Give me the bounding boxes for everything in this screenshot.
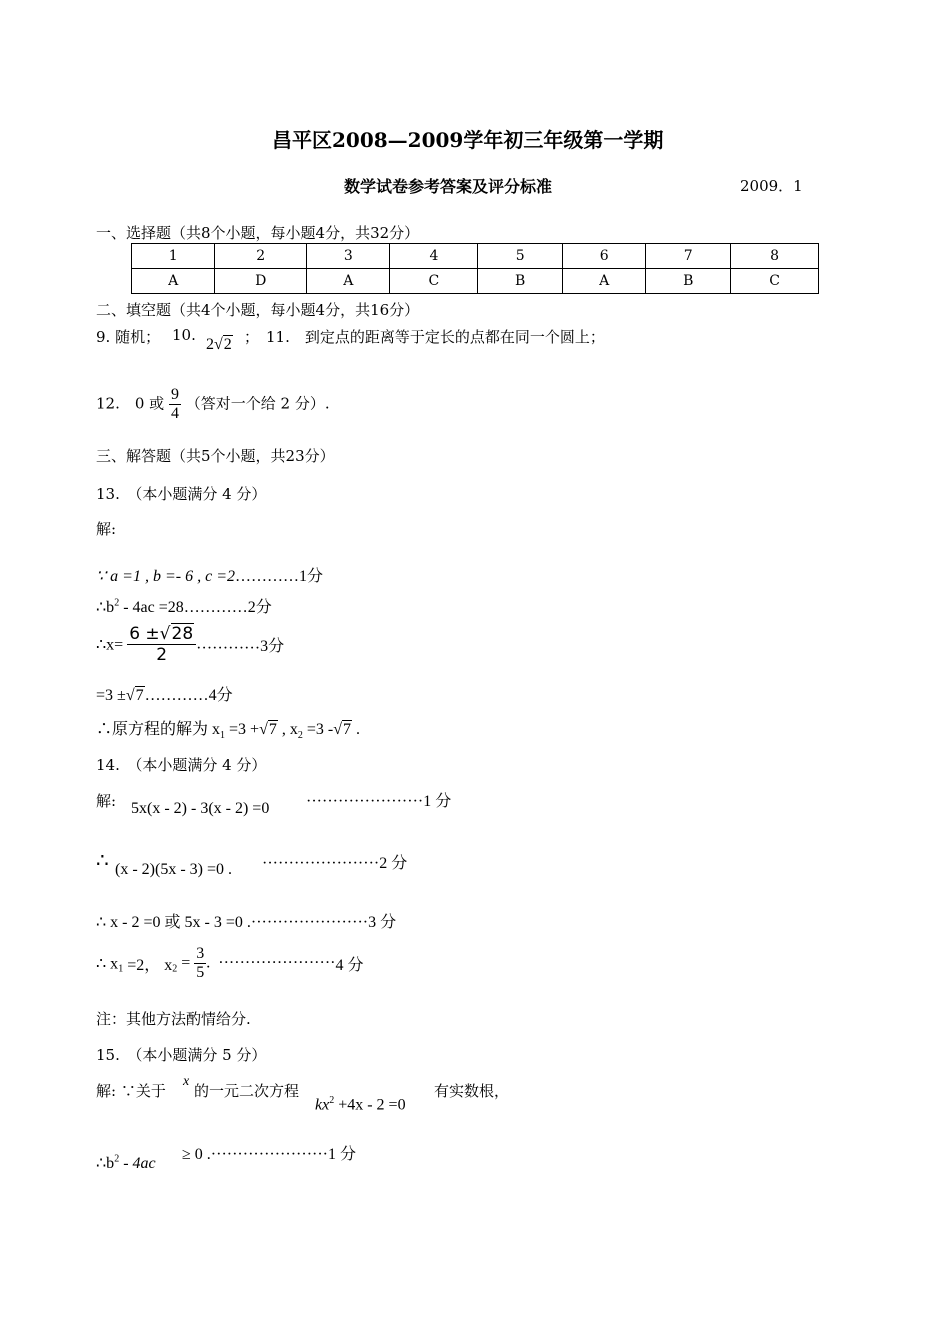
equation-part: = (177, 954, 191, 972)
radicand: 2 (223, 336, 232, 353)
subscript: 2 (172, 963, 178, 975)
q13-step-2 (96, 594, 272, 617)
q12-prefix: 12. 0 或 (96, 394, 165, 413)
dots: ······················ (250, 914, 369, 931)
dots: ······················ (262, 855, 380, 872)
exponent: 2 (114, 597, 120, 609)
q14-note: 注：其他方法酌情给分. (96, 1010, 251, 1028)
q15-line-1-end: 有实数根， (434, 1082, 510, 1100)
q14-step-3 (96, 909, 396, 932)
conclusion-part: , x (277, 721, 298, 738)
q15-equation (315, 1095, 406, 1114)
section3-heading: 三、解答题（共5个小题，共23分） (96, 447, 335, 465)
page-subtitle: 数学试卷参考答案及评分标准 (344, 177, 553, 196)
q14-step-2-score (262, 850, 407, 873)
equation: ∵ a =1 , b =- 6 , c =2 (96, 568, 235, 585)
fraction (127, 624, 196, 665)
equation-part: ∴ x (96, 955, 119, 973)
numerator: 3 (196, 945, 205, 962)
equation-part: =3 ± (96, 687, 126, 704)
q15-step-1-score (182, 1141, 356, 1164)
equation-part: ∴x= (96, 636, 124, 654)
q14-step-2-equation: (x - 2)(5x - 3) =0 . (115, 861, 232, 878)
q13-header: 13. （本小题满分 4 分） (96, 485, 267, 503)
equation-part: kx (315, 1096, 330, 1114)
q15-line-1-start: 解: ∵关于 (96, 1082, 166, 1100)
dots: ······················ (306, 793, 424, 810)
numerator: 9 (170, 386, 179, 403)
score: 3 分 (368, 914, 397, 931)
table-cell: C (731, 269, 819, 294)
dots: ………… (196, 635, 261, 653)
score: 1 分 (423, 793, 452, 810)
dots: ······················ (210, 1146, 328, 1163)
q15-step-1-equation (96, 1153, 156, 1173)
conclusion-part: =3 + (225, 721, 260, 738)
q13-conclusion (96, 716, 360, 741)
sqrt-sign: √ (333, 721, 342, 738)
equation-part: . (206, 954, 211, 972)
fraction (194, 945, 206, 982)
table-cell: B (646, 269, 731, 294)
fraction (169, 386, 181, 423)
page-title: 昌平区2008—2009学年初三年级第一学期 (272, 128, 664, 152)
radicand: 7 (268, 721, 277, 738)
table-cell: D (215, 269, 307, 294)
q13-step-3 (96, 624, 284, 665)
answer-q10-value (206, 336, 233, 354)
coefficient: 2 (206, 336, 214, 353)
geq-zero: ≥ 0 . (182, 1146, 211, 1163)
table-cell: 5 (478, 244, 563, 269)
equation-part: - 4ac =28 (119, 599, 184, 616)
q14-step-1-equation: 5x(x - 2) - 3(x - 2) =0 (131, 800, 270, 817)
conclusion-part: ∴原方程的解为 x (96, 721, 221, 738)
answer-q10-separator: ； (244, 328, 260, 346)
table-cell: 2 (215, 244, 307, 269)
q12-suffix: （答对一个给 2 分）. (185, 394, 330, 413)
dots: ………… (144, 687, 209, 704)
section2-heading: 二、填空题（共4个小题，每小题4分，共16分） (96, 301, 420, 319)
q15-line-1-middle: 的一元二次方程 (194, 1082, 300, 1100)
exponent: 2 (329, 1095, 335, 1106)
equation-part: - 4ac (119, 1155, 156, 1172)
sqrt-sign: √ (159, 624, 171, 644)
score: 1 分 (328, 1146, 357, 1163)
score: 4 分 (335, 957, 364, 974)
table-cell: 8 (731, 244, 819, 269)
q13-step-4 (96, 682, 233, 705)
table-cell: B (478, 269, 563, 294)
score: 4分 (208, 687, 233, 704)
radicand: 7 (135, 687, 144, 704)
table-cell: C (390, 269, 478, 294)
answer-q11: 11. 到定点的距离等于定长的点都在同一个圆上； (266, 328, 605, 346)
table-cell: A (563, 269, 646, 294)
section1-heading: 一、选择题（共8个小题，每小题4分，共32分） (96, 224, 420, 242)
question-number-row (132, 244, 819, 269)
score: 2分 (247, 599, 272, 616)
sqrt-sign: √ (259, 721, 268, 738)
conclusion-part: =3 - (302, 721, 334, 738)
answer-table (131, 243, 819, 294)
document-date: 2009．1 (740, 177, 803, 195)
equation-part: =2， x (123, 957, 173, 974)
therefore-symbol: ∴ (96, 848, 109, 872)
radicand: 7 (342, 721, 351, 738)
answer-q10-label: 10. (172, 326, 196, 344)
conclusion-part: . (351, 721, 360, 738)
q13-solution-label: 解: (96, 520, 117, 538)
answer-q12 (96, 386, 330, 423)
table-cell: 4 (390, 244, 478, 269)
exponent: 2 (114, 1153, 120, 1165)
q14-solution-label: 解: (96, 792, 117, 810)
subscript: 1 (118, 963, 124, 975)
answer-row (132, 269, 819, 294)
sqrt-sign: √ (125, 687, 135, 704)
q14-step-4 (96, 945, 363, 982)
dots: ······················ (218, 954, 336, 972)
score: 3分 (260, 638, 285, 655)
table-cell: 7 (646, 244, 731, 269)
numerator-part: 6 ± (129, 624, 160, 644)
equation-part: ∴b (96, 599, 115, 616)
equation: ∴ x - 2 =0 或 5x - 3 =0 . (96, 914, 251, 931)
subscript: 1 (220, 730, 226, 742)
table-cell: 6 (563, 244, 646, 269)
equation-part: ∴b (96, 1155, 115, 1172)
equation-part: +4x - 2 =0 (334, 1096, 406, 1114)
q13-step-1 (96, 563, 323, 586)
subscript: 2 (297, 730, 303, 742)
score: 2 分 (379, 855, 408, 872)
sqrt-sign: √ (214, 336, 223, 353)
dots: ………… (235, 568, 299, 585)
q14-step-1-score (306, 788, 451, 811)
numerator (127, 624, 196, 644)
table-cell: 1 (132, 244, 215, 269)
denominator: 5 (196, 964, 205, 981)
table-cell: A (132, 269, 215, 294)
score: 1分 (299, 568, 324, 585)
dots: ………… (183, 599, 248, 616)
q15-variable-x: x (183, 1074, 190, 1089)
radicand: 28 (171, 624, 194, 644)
table-cell: A (307, 269, 390, 294)
answer-q9: 9. 随机； (96, 328, 161, 346)
table-cell: 3 (307, 244, 390, 269)
denominator: 4 (170, 405, 179, 422)
q15-header: 15. （本小题满分 5 分） (96, 1046, 267, 1064)
q14-header: 14. （本小题满分 4 分） (96, 756, 267, 774)
denominator: 2 (127, 644, 196, 665)
